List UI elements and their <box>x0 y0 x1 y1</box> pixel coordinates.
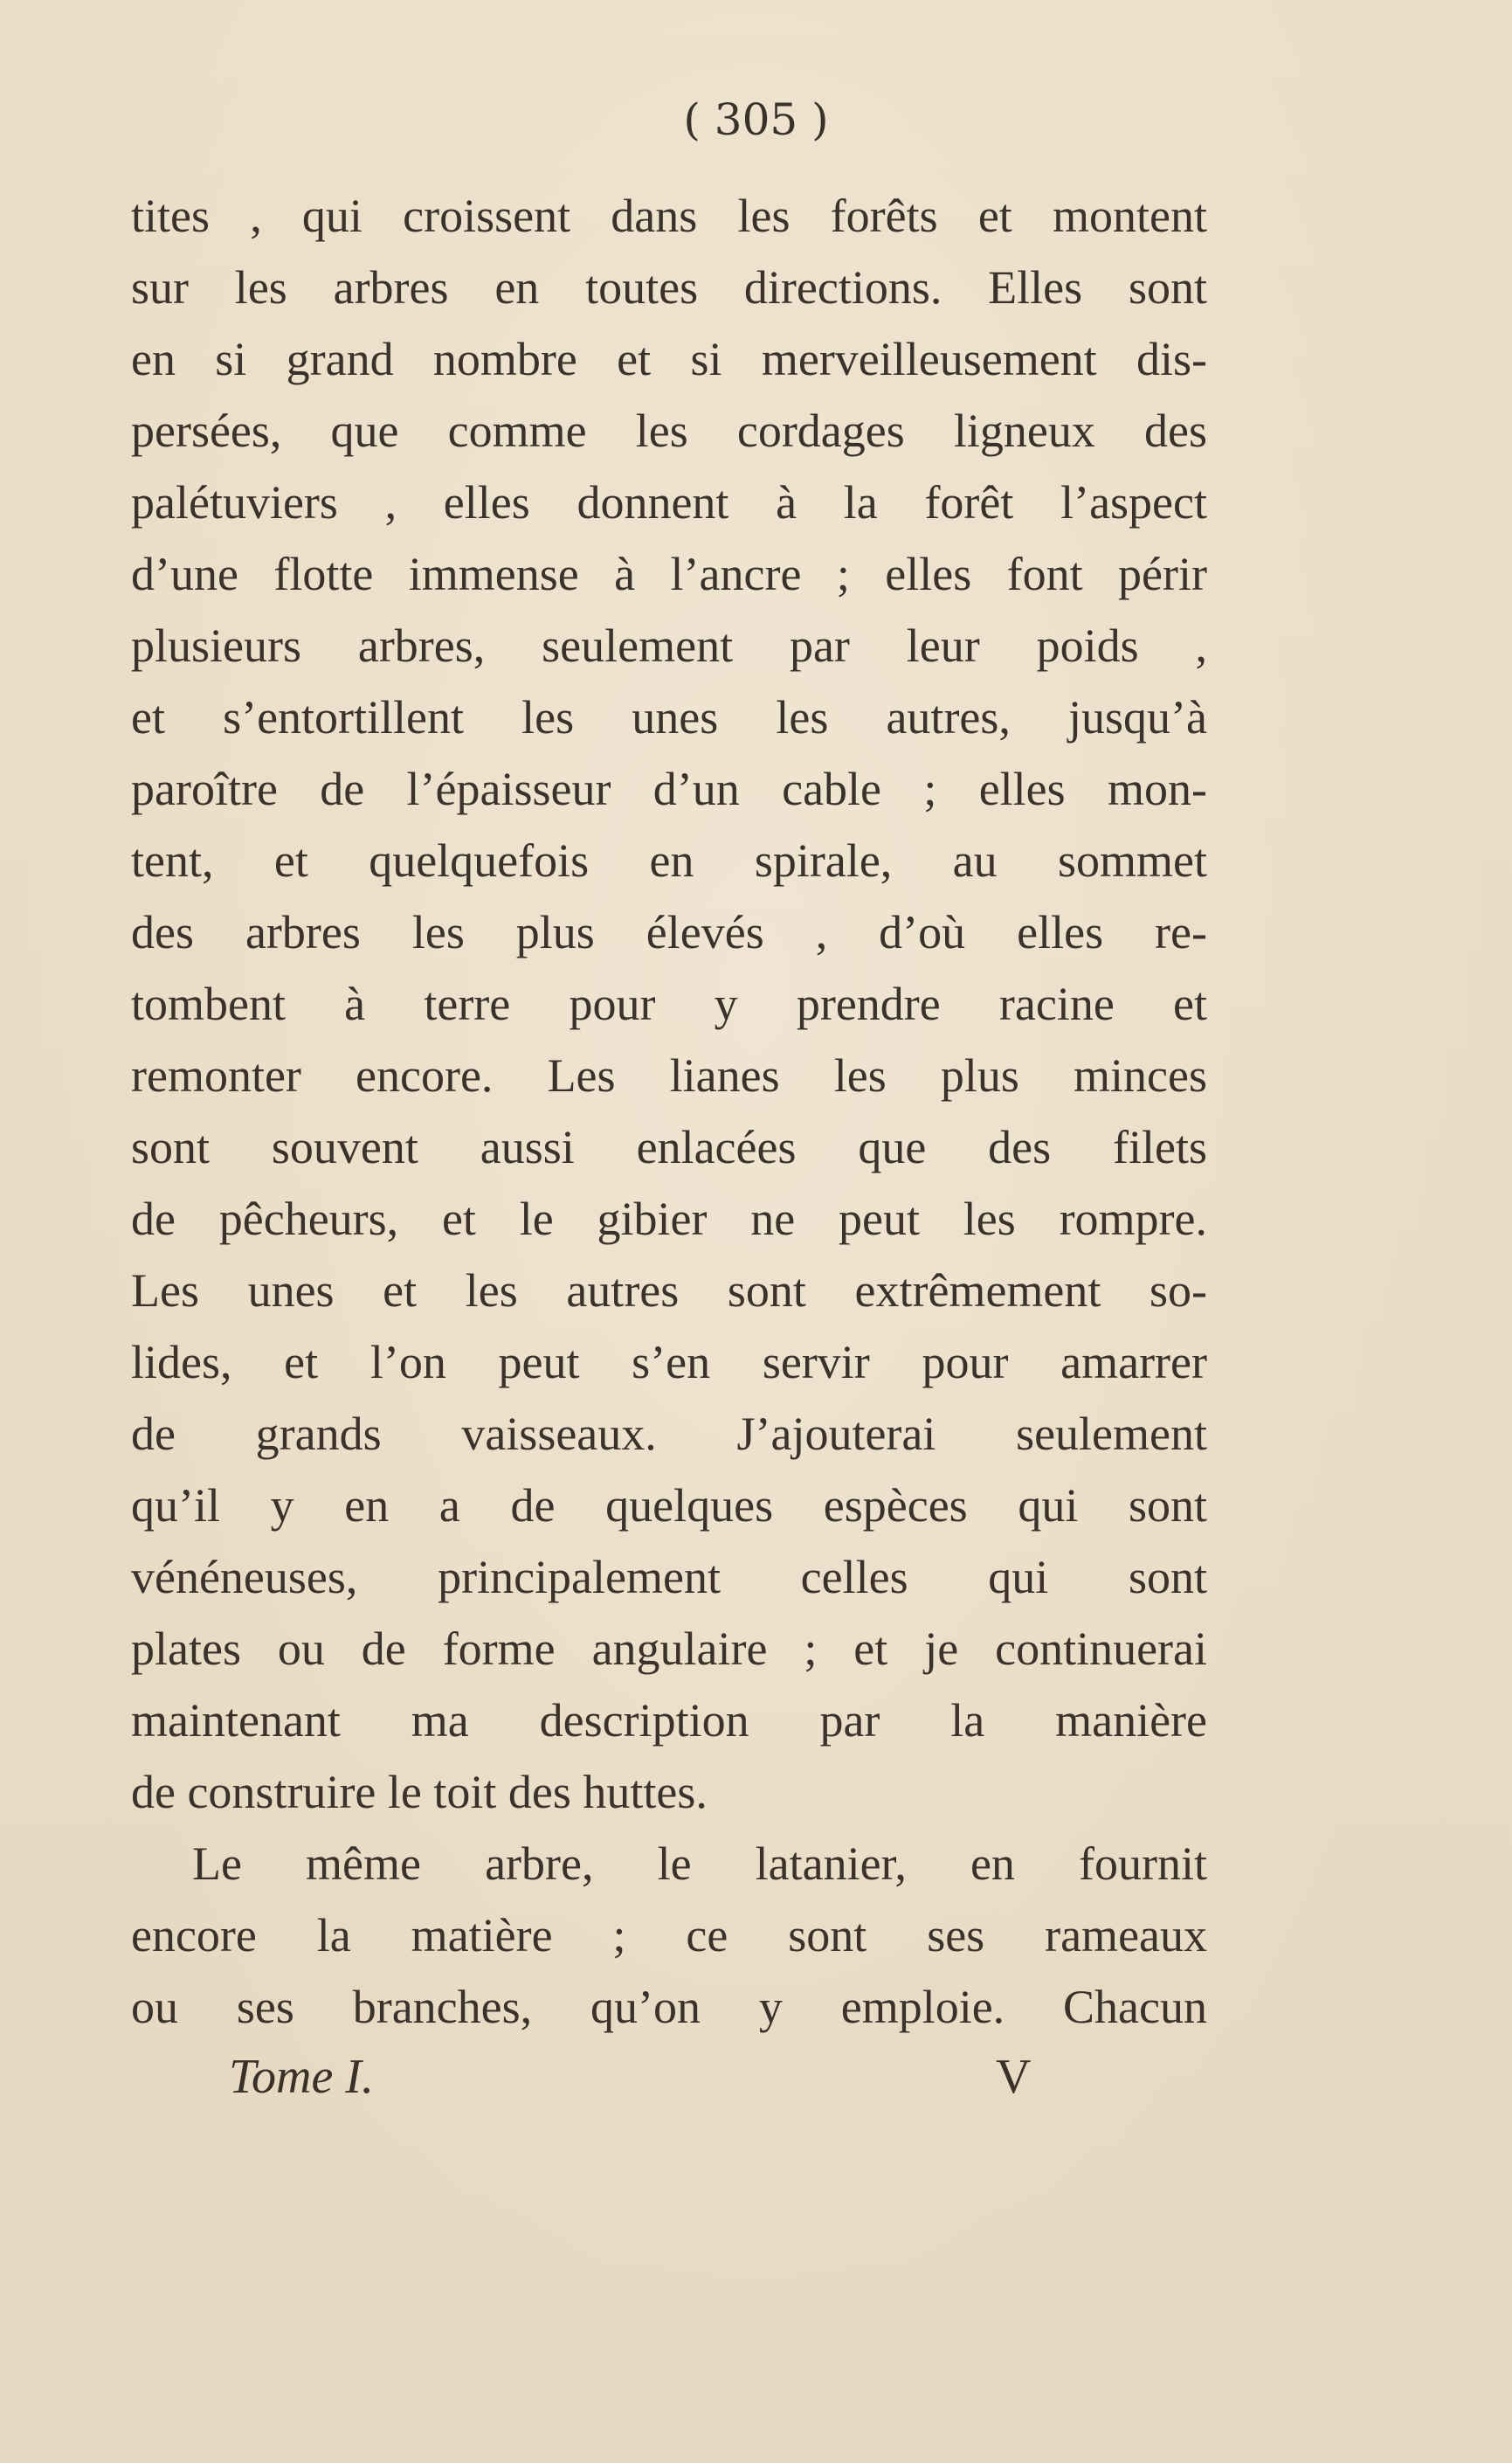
text-line: Les unes et les autres sont extrêmement so- <box>131 1264 1207 1317</box>
text-line: d’une flotte immense à l’ancre ; elles font périr <box>131 548 1207 600</box>
text-line: de grands vaisseaux. J’ajouterai seulement <box>131 1408 1207 1460</box>
text-line: des arbres les plus élevés , d’où elles re- <box>131 906 1207 958</box>
text-line: sur les arbres en toutes directions. Elles sont <box>131 261 1207 314</box>
text-line: Le même arbre, le latanier, en fournit <box>192 1837 1207 1890</box>
page-footer <box>0 2049 1512 2119</box>
text-line: maintenant ma description par la manière <box>131 1694 1207 1747</box>
text-line: plusieurs arbres, seulement par leur poids , <box>131 619 1207 672</box>
paragraph-2 <box>131 1828 1207 2043</box>
text-line: de construire le toit des huttes. <box>131 1766 708 1818</box>
text-line: encore la matière ; ce sont ses rameaux <box>131 1909 1207 1961</box>
text-line: de pêcheurs, et le gibier ne peut les rompre. <box>131 1193 1207 1245</box>
volume-label: Tome I. <box>229 2050 374 2104</box>
text-line: tent, et quelquefois en spirale, au sommet <box>131 834 1207 887</box>
text-line: en si grand nombre et si merveilleusement dis- <box>131 333 1207 385</box>
text-line: remonter encore. Les lianes les plus minces <box>131 1049 1207 1102</box>
paragraph-1 <box>131 180 1207 1828</box>
text-line: sont souvent aussi enlacées que des filets <box>131 1121 1207 1173</box>
text-line: palétuviers , elles donnent à la forêt l’aspect <box>131 476 1207 529</box>
text-line: lides, et l’on peut s’en servir pour amarrer <box>131 1336 1207 1388</box>
text-line: tombent à terre pour y prendre racine et <box>131 978 1207 1030</box>
signature-mark: V <box>996 2050 1032 2104</box>
page-number: ( 305 ) <box>683 94 829 145</box>
text-line: plates ou de forme angulaire ; et je continuerai <box>131 1622 1207 1675</box>
text-line: tites , qui croissent dans les forêts et montent <box>131 190 1207 242</box>
text-line: persées, que comme les cordages ligneux des <box>131 405 1207 457</box>
text-line: ou ses branches, qu’on y emploie. Chacun <box>131 1981 1207 2033</box>
body-text <box>131 180 1207 2043</box>
text-line: vénéneuses, principalement celles qui sont <box>131 1551 1207 1603</box>
text-line: paroître de l’épaisseur d’un cable ; elles mon- <box>131 763 1207 815</box>
text-line: qu’il y en a de quelques espèces qui sont <box>131 1479 1207 1532</box>
text-line: et s’entortillent les unes les autres, jusqu’à <box>131 691 1207 744</box>
